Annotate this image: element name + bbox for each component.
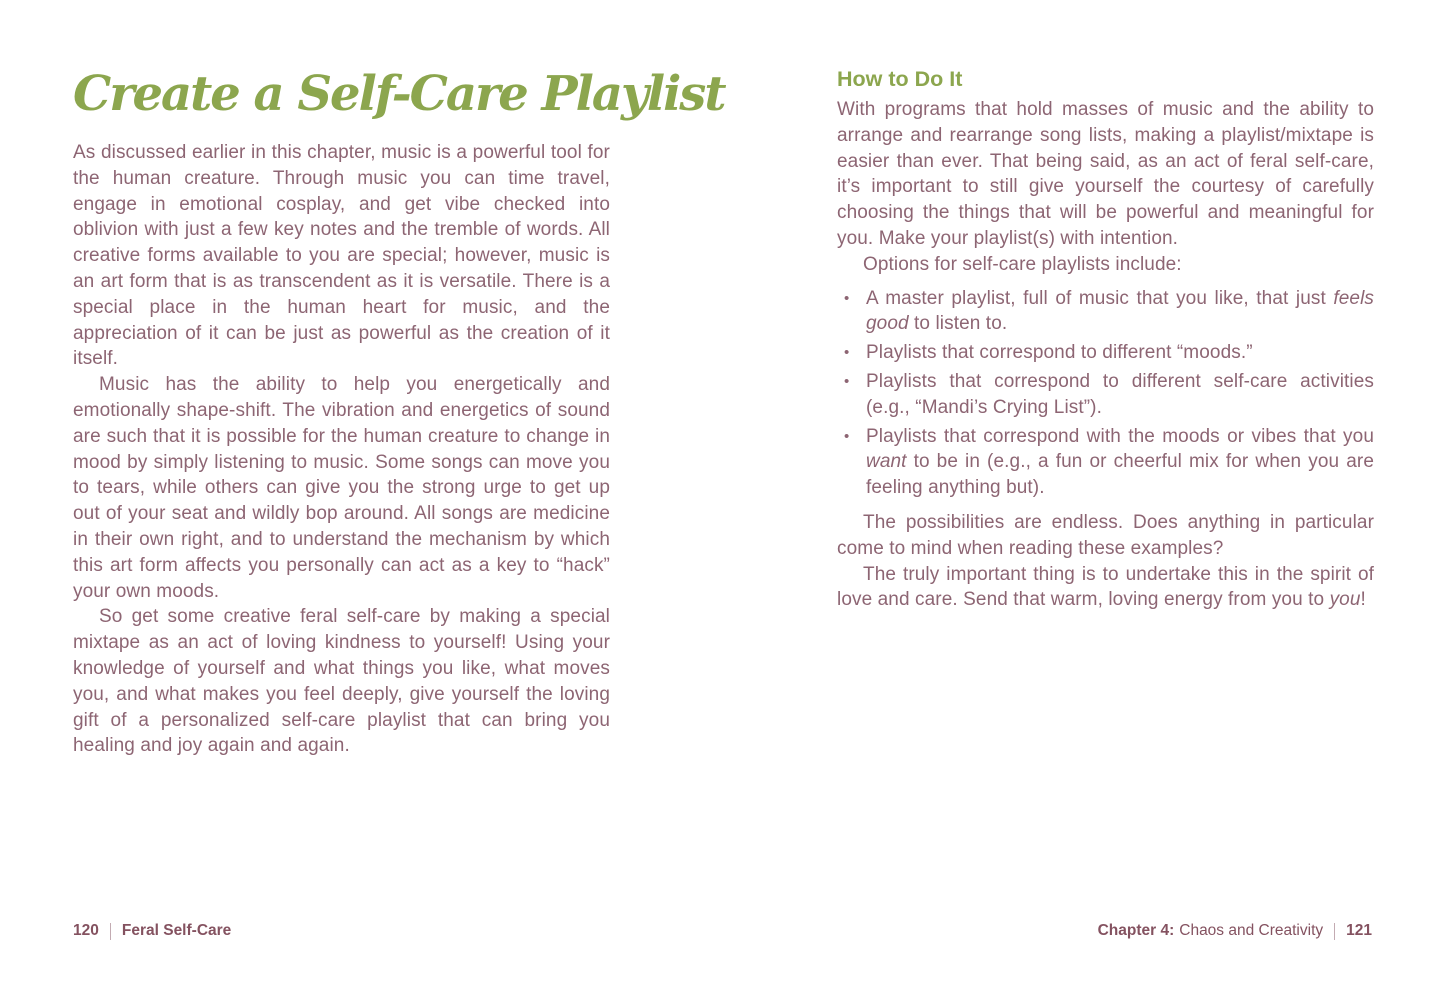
chapter-label: Chapter 4:	[1097, 922, 1175, 939]
footer-divider	[110, 923, 111, 940]
book-title: Feral Self-Care	[121, 922, 232, 939]
list-item-text: Playlists that correspond with the moods or vibes that you want to be in (e.g., a fun or cheerful mix for when you are feeling anything but).	[866, 425, 1374, 499]
paragraph: With programs that hold masses of music and the ability to arrange and rearrange song lists, making a playlist/mixtape is easier than ever. That being said, as an act of feral self-care, it’s important to still give yourself the courtesy of carefully choosing the things that will be powerful and meaningful for you. Make your playlist(s) with intention.	[837, 99, 1374, 249]
section-heading: How to Do It	[837, 67, 963, 91]
bullet-icon: •	[844, 372, 850, 390]
paragraph: As discussed earlier in this chapter, music is a powerful tool for the human creature. Through music you can time travel, engage in emotional cosplay, and get vibe checked into oblivion with just a few key notes and the tremble of words. All creative forms available to you are special; however, music is an art form that is as transcendent as it is versatile. There is a special place in the human heart for music, and the appreciation of it can be just as powerful as the creation of it itself.	[73, 142, 610, 370]
list-item-text: Playlists that correspond to different “moods.”	[866, 342, 1253, 364]
list-item	[837, 369, 1374, 421]
bullet-icon: •	[844, 289, 850, 307]
bullet-icon: •	[844, 344, 850, 362]
list-item	[837, 424, 1374, 501]
list-item	[837, 286, 1374, 338]
page-number: 120	[73, 922, 99, 939]
paragraph: So get some creative feral self-care by making a special mixtape as an act of loving kindness to yourself! Using your knowledge of yourself and what things you like, what moves you, and what makes you feel deeply, give yourself the loving gift of a personalized self-care playlist that can bring you healing and joy again and again.	[73, 606, 610, 757]
paragraph: The possibilities are endless. Does anything in particular come to mind when reading these examples?	[837, 511, 1374, 559]
footer-left	[73, 921, 231, 941]
bullet-icon: •	[844, 427, 850, 445]
footer-divider	[1334, 923, 1335, 940]
left-page	[73, 58, 725, 759]
left-page-body	[73, 140, 610, 759]
list-item-text: A master playlist, full of music that you like, that just feels good to listen to.	[866, 287, 1374, 335]
paragraph: The truly important thing is to undertake this in the spirit of love and care. Send that warm, loving energy from you to you!	[837, 563, 1374, 611]
page-number: 121	[1346, 922, 1372, 939]
options-list	[837, 286, 1374, 501]
chapter-title: Chaos and Creativity	[1179, 922, 1324, 939]
options-lead: Options for self-care playlists include:	[863, 253, 1182, 275]
footer-right	[1098, 921, 1372, 941]
paragraph: Music has the ability to help you energetically and emotionally shape-shift. The vibration and energetics of sound are such that it is possible for the human creature to change in mood by simply listening to music. Some songs can move you to tears, while others can give you the strong urge to get up out of your seat and wildly bop around. All songs are medicine in their own right, and to understand the mechanism by which this art form affects you personally can act as a key to “hack” your own moods.	[73, 374, 610, 602]
right-page	[837, 66, 1374, 613]
right-page-body	[837, 97, 1374, 613]
list-item-text: Playlists that correspond to different self-care activities (e.g., “Mandi’s Crying List”).	[866, 370, 1374, 418]
list-item	[837, 340, 1374, 366]
page-title: Create a Self-Care Playlist	[73, 66, 725, 122]
